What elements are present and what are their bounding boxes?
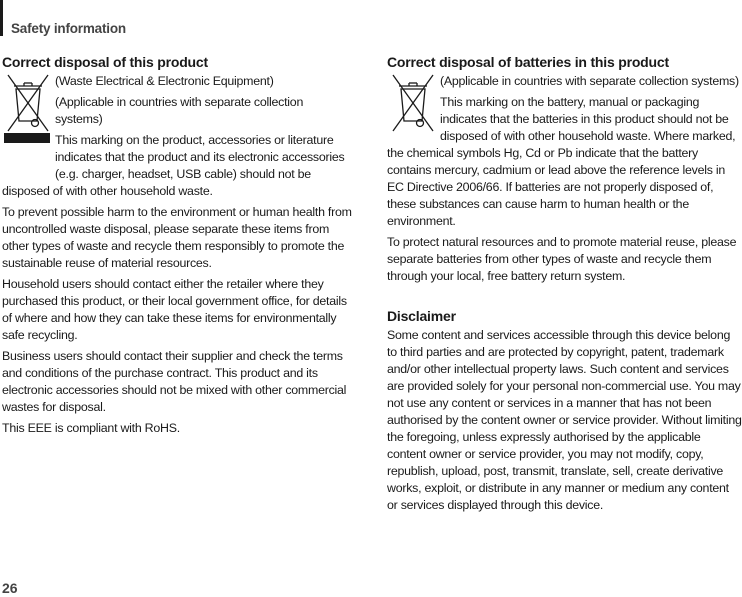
weee-p1: (Waste Electrical & Electronic Equipment) — [55, 74, 274, 88]
battery-section-title: Correct disposal of batteries in this product — [387, 54, 669, 70]
battery-p1: (Applicable in countries with separate collection systems) — [440, 74, 739, 88]
battery-p2: This marking on the battery, manual or packaging indicates that the batteries in this product should not be disposed of with other household waste. Where marked, the chemical symbols Hg, Cd or Pb indicate that the battery contains mercury, cadmium or lead above the reference levels in EC Directive 2006/66. If batteries are not properly disposed of, these substances can cause harm to human health or the environment. — [387, 95, 736, 228]
page-number: 26 — [2, 580, 18, 596]
weee-p7: This EEE is compliant with RoHS. — [2, 421, 180, 435]
battery-icon-wrap — [387, 73, 440, 135]
crossed-out-wheelie-bin-icon — [2, 73, 54, 133]
weee-p5: Household users should contact either the retailer where they purchased this product, or their local government office, for details of where and how they can take these items for environmentally safe recycling. — [2, 277, 347, 342]
weee-p2: (Applicable in countries with separate collection systems) — [55, 95, 304, 126]
left-column — [2, 53, 352, 441]
disclaimer-title: Disclaimer — [387, 308, 456, 324]
disclaimer-text: Some content and services accessible through this device belong to third parties and are protected by copyright, patent, trademark and/or other intellectual property laws. Such content and services are provided solely for your personal non-commercial use. You may not use any content or services in a manner that has not been authorised by the content owner or service provider. Without limiting the foregoing, unless expressly authorised by the applicable content owner or service provider, you may not modify, copy, republish, upload, post, transmit, translate, sell, create derivative works, exploit, or distribute in any manner or medium any content or services displayed through this device. — [387, 328, 742, 512]
header-bar — [0, 0, 3, 36]
page-header-title: Safety information — [11, 21, 126, 36]
weee-p4: To prevent possible harm to the environment or human health from uncontrolled waste disposal, please separate these items from other types of waste and recycle them responsibly to promote the sustainable reuse of material resources. — [2, 205, 352, 270]
right-column — [387, 53, 742, 518]
weee-section-title: Correct disposal of this product — [2, 54, 208, 70]
weee-black-bar — [4, 133, 50, 143]
weee-icon-wrap — [2, 73, 55, 173]
battery-p3: To protect natural resources and to promote material reuse, please separate batteries from other types of waste and recycle them through your local, free battery return system. — [387, 235, 737, 283]
weee-p6: Business users should contact their supplier and check the terms and conditions of the purchase contract. This product and its electronic accessories should not be mixed with other commercial wastes for disposal. — [2, 349, 347, 414]
crossed-out-battery-bin-icon — [387, 73, 439, 133]
weee-p3: This marking on the product, accessories or literature indicates that the product and its electronic accessories (e.g. charger, headset, USB cable) should not be disposed of with other household waste. — [2, 133, 345, 198]
